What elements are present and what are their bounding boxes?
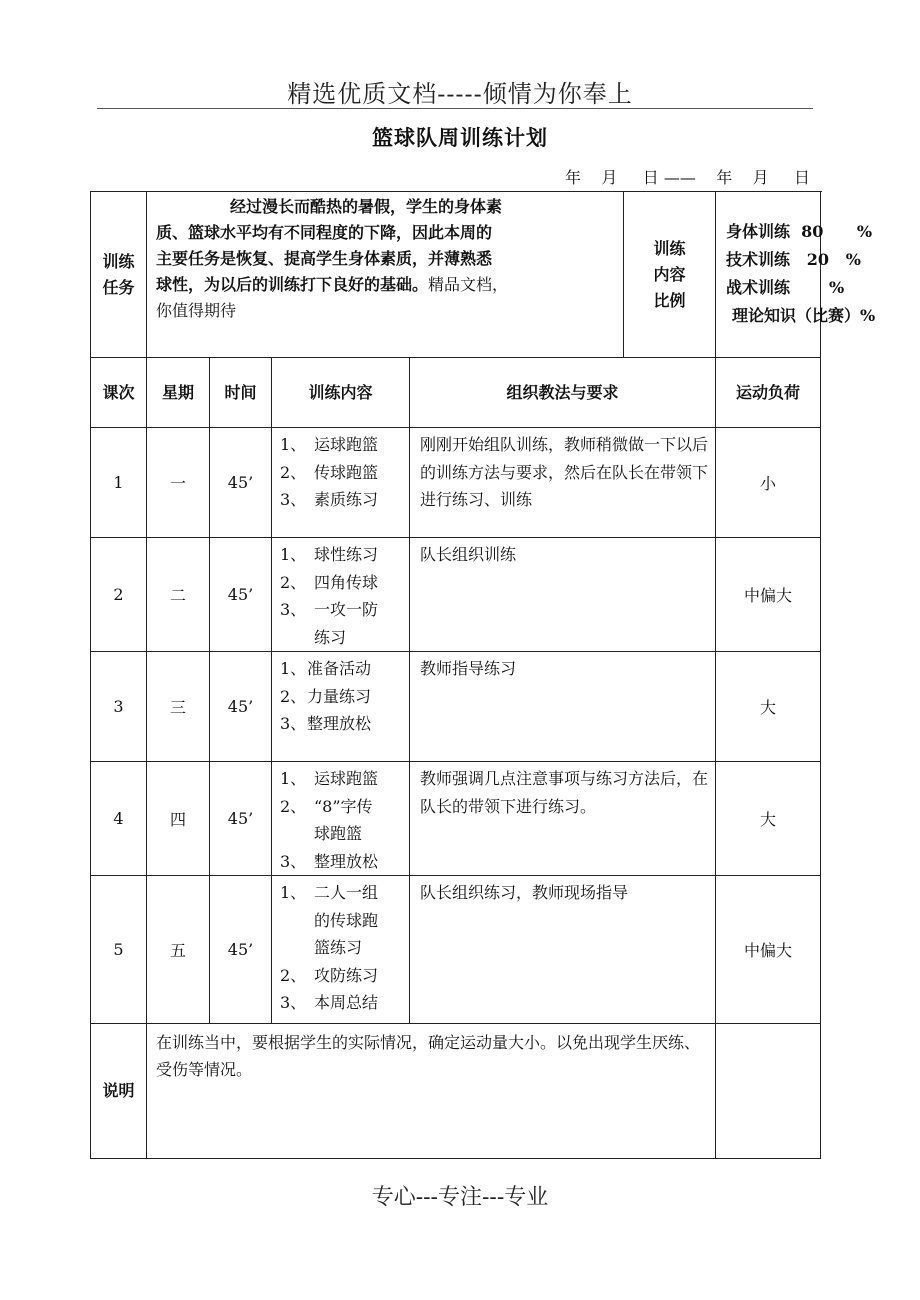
lesson-number: 1 xyxy=(91,428,147,538)
col-header-weekday: 星期 xyxy=(147,358,210,428)
task-text-line: 你值得期待 xyxy=(156,301,237,320)
column-header-row xyxy=(91,358,821,428)
time-cell: 45’ xyxy=(210,538,272,652)
ratio-item: 身体训练 80 % xyxy=(726,222,873,241)
task-label-line: 训练 xyxy=(102,251,135,271)
content-item: 2、 传球跑篮 xyxy=(280,462,379,482)
method-cell: 刚刚开始组队训练，教师稍微做一下以后的训练方法与要求，然后在队长在带领下进行练习、训练 xyxy=(410,428,716,538)
training-plan-table xyxy=(90,191,876,1159)
content-item: 2、 四角传球 xyxy=(280,572,379,592)
header-divider xyxy=(97,108,813,109)
ratio-label-line: 训练 xyxy=(653,238,686,258)
ratio-item: 理论知识（比赛）% xyxy=(732,306,876,325)
time-cell: 45’ xyxy=(210,876,272,1024)
content-item: 篮练习 xyxy=(314,938,363,957)
table-row xyxy=(91,762,821,876)
document-title: 篮球队周训练计划 xyxy=(372,125,548,150)
time-cell: 45’ xyxy=(210,762,272,876)
col-header-lesson: 课次 xyxy=(91,358,147,428)
content-item: 1、 球性练习 xyxy=(280,545,379,564)
ratio-label-cell xyxy=(624,192,716,358)
weekday-cell: 四 xyxy=(147,762,210,876)
task-text-tail: 精品文档， xyxy=(428,275,509,294)
weekday-cell: 二 xyxy=(147,538,210,652)
content-item: 3、 整理放松 xyxy=(280,851,379,871)
task-row xyxy=(91,192,821,358)
table-row xyxy=(91,876,821,1024)
task-label-line: 任务 xyxy=(102,277,135,297)
load-cell: 大 xyxy=(716,762,821,876)
content-item: 球跑篮 xyxy=(314,824,363,843)
task-text-line: 球性，为以后的训练打下良好的基础。 xyxy=(156,275,429,294)
method-cell: 教师指导练习 xyxy=(410,652,716,762)
training-content-cell xyxy=(272,652,410,762)
content-item: 的传球跑 xyxy=(314,910,379,930)
content-item: 1、 准备活动 xyxy=(280,659,372,678)
weekday-cell: 五 xyxy=(147,876,210,1024)
lesson-number: 3 xyxy=(91,652,147,762)
content-item: 2、 攻防练习 xyxy=(280,965,379,985)
load-cell: 中偏大 xyxy=(716,876,821,1024)
content-item: 1、 二人一组 xyxy=(280,883,379,902)
load-cell: 中偏大 xyxy=(716,538,821,652)
lesson-number: 4 xyxy=(91,762,147,876)
task-text-line: 主要任务是恢复、提高学生身体素质，并薄熟悉 xyxy=(156,249,493,268)
ratio-label-line: 比例 xyxy=(653,290,686,310)
content-item: 1、 运球跑篮 xyxy=(280,769,379,788)
training-content-cell xyxy=(272,538,410,652)
note-row xyxy=(91,1024,821,1159)
content-item: 3、 素质练习 xyxy=(280,490,379,509)
col-header-time: 时间 xyxy=(210,358,272,428)
note-empty-cell xyxy=(716,1024,821,1159)
weekday-cell: 三 xyxy=(147,652,210,762)
lesson-number: 2 xyxy=(91,538,147,652)
task-description-cell xyxy=(147,192,624,358)
training-content-cell xyxy=(272,762,410,876)
lesson-number: 5 xyxy=(91,876,147,1024)
content-item: 练习 xyxy=(314,627,347,647)
task-text-line: 经过漫长而酷热的暑假，学生的身体素 xyxy=(230,197,503,216)
method-cell: 教师强调几点注意事项与练习方法后，在队长的带领下进行练习。 xyxy=(410,762,716,876)
col-header-content: 训练内容 xyxy=(272,358,410,428)
col-header-method: 组织教法与要求 xyxy=(410,358,716,428)
ratio-label-line: 内容 xyxy=(653,264,686,284)
note-label: 说明 xyxy=(91,1024,147,1159)
task-label-cell xyxy=(91,192,147,358)
ratio-item: 战术训练 % xyxy=(726,278,845,297)
method-cell: 队长组织训练 xyxy=(410,538,716,652)
content-item: 3、 本周总结 xyxy=(280,993,379,1012)
table-row xyxy=(91,428,821,538)
training-content-cell xyxy=(272,428,410,538)
training-content-cell xyxy=(272,876,410,1024)
ratio-item: 技术训练 20 % xyxy=(726,250,861,269)
table-row xyxy=(91,652,821,762)
note-text: 在训练当中，要根据学生的实际情况，确定运动量大小。以免出现学生厌练、受伤等情况。 xyxy=(147,1024,716,1159)
method-cell: 队长组织练习，教师现场指导 xyxy=(410,876,716,1024)
task-text-line: 质、篮球水平均有不同程度的下降，因此本周的 xyxy=(156,223,493,242)
content-item: 3、 整理放松 xyxy=(280,714,372,733)
weekday-cell: 一 xyxy=(147,428,210,538)
content-item: 2、 “8”字传 xyxy=(280,796,373,816)
content-item: 2、 力量练习 xyxy=(280,686,372,706)
content-item: 1、 运球跑篮 xyxy=(280,435,379,454)
time-cell: 45’ xyxy=(210,652,272,762)
date-range-line: 年 月 日 —— 年 月 日 xyxy=(565,168,810,187)
table-row xyxy=(91,538,821,652)
ratio-values-cell xyxy=(716,192,876,358)
footer-slogan: 专心---专注---专业 xyxy=(371,1185,549,1210)
load-cell: 大 xyxy=(716,652,821,762)
content-item: 3、 一攻一防 xyxy=(280,600,379,619)
col-header-load: 运动负荷 xyxy=(716,358,821,428)
load-cell: 小 xyxy=(716,428,821,538)
header-banner: 精选优质文档-----倾情为你奉上 xyxy=(287,80,633,108)
time-cell: 45’ xyxy=(210,428,272,538)
